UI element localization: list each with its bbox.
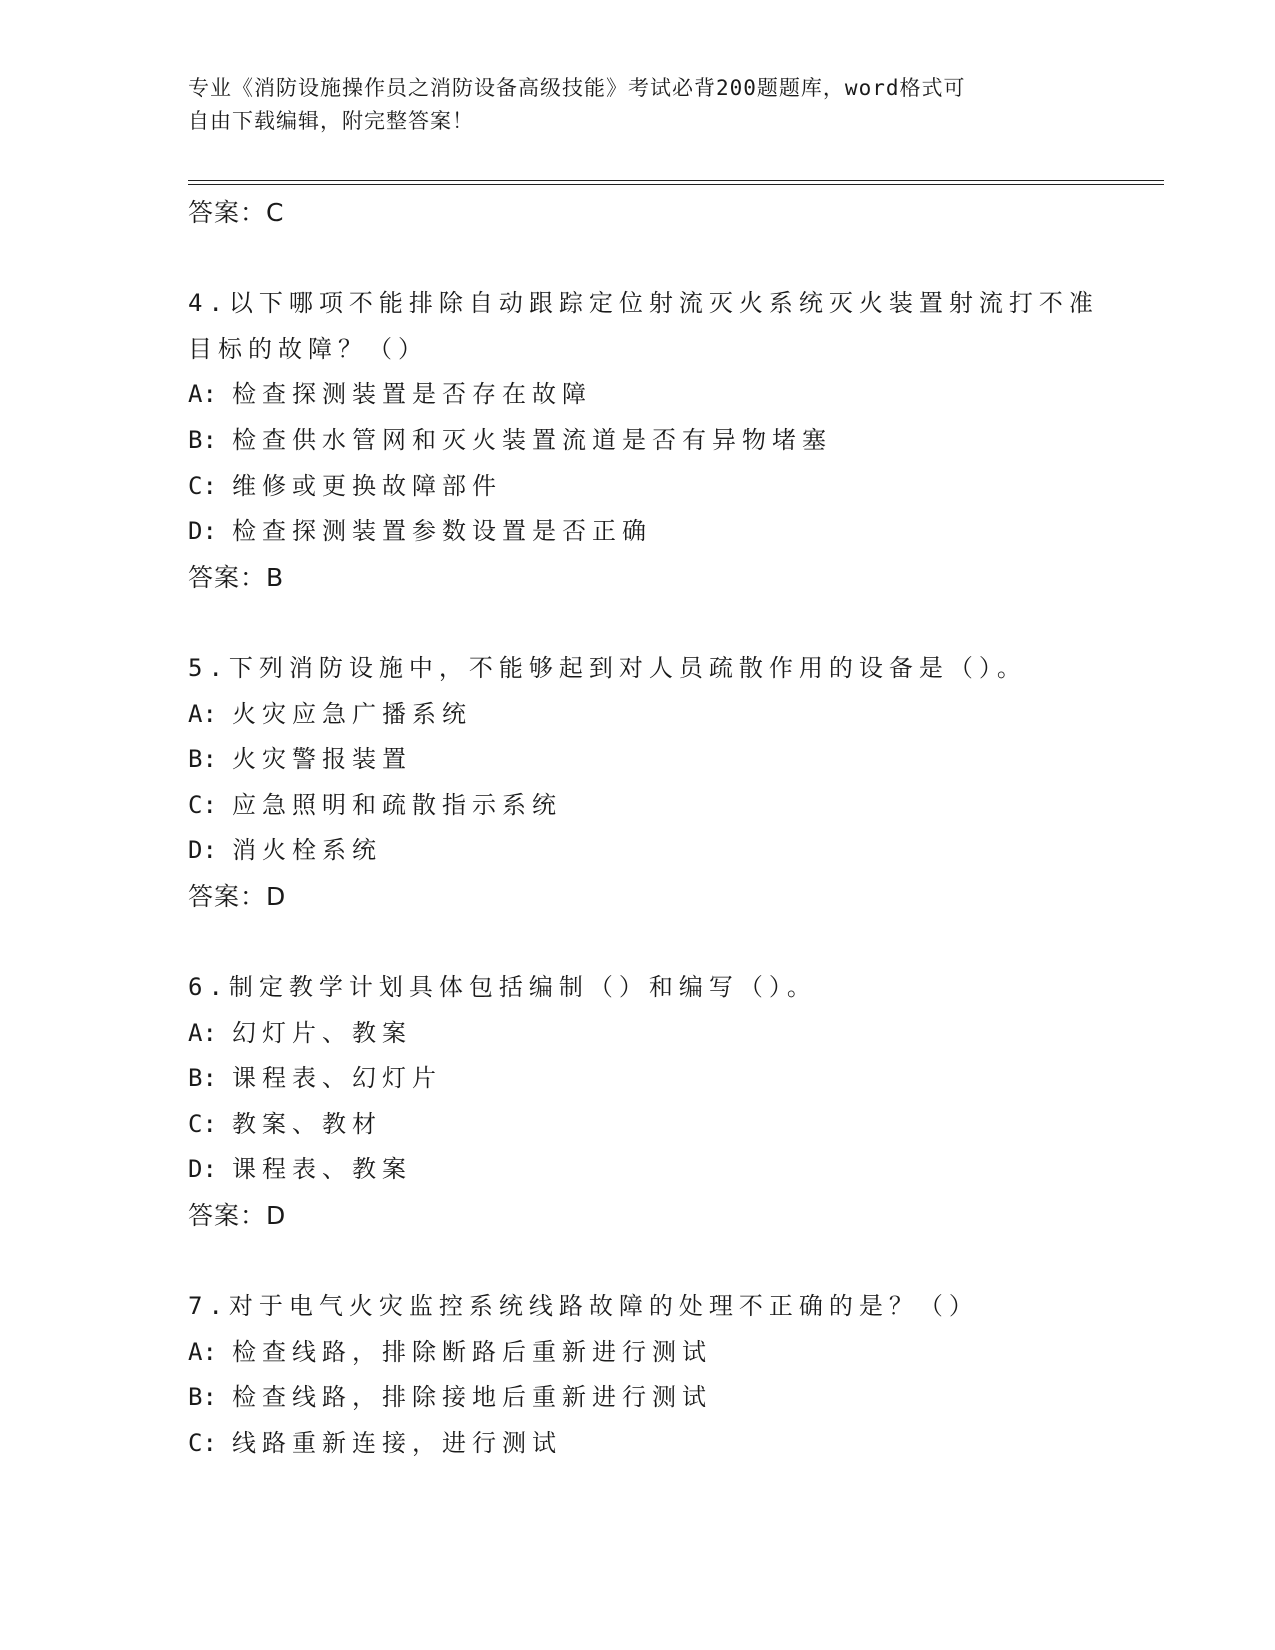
option-text: 火灾应急广播系统: [232, 699, 472, 728]
option-c: [188, 1421, 1088, 1467]
answer-line: [188, 555, 1088, 601]
answer-value: D: [266, 1201, 287, 1231]
option-key: A:: [188, 1337, 217, 1366]
option-key: B:: [188, 745, 217, 774]
option-key: D:: [188, 836, 217, 865]
option-b: [188, 1056, 1088, 1102]
answer-label: 答案：: [188, 198, 267, 227]
option-text: 课程表、教案: [232, 1155, 412, 1184]
option-text: 课程表、幻灯片: [232, 1064, 442, 1093]
answer-value: B: [266, 562, 285, 592]
question-item: [188, 646, 1088, 920]
option-b: [188, 1375, 1088, 1421]
question-item: [188, 281, 1099, 600]
option-text: 检查探测装置是否存在故障: [232, 380, 592, 409]
option-key: C:: [188, 790, 217, 819]
option-a: [188, 1330, 1088, 1376]
option-a: [188, 372, 1088, 418]
option-key: A:: [188, 699, 217, 728]
answer-line: [188, 1193, 1088, 1239]
option-key: D:: [188, 517, 217, 546]
option-d: [188, 509, 1088, 555]
option-b: [188, 737, 1088, 783]
question-stem: 4.以下哪项不能排除自动跟踪定位射流灭火系统灭火装置射流打不准: [188, 289, 1099, 318]
option-c: [188, 464, 1088, 510]
answer-line: [188, 874, 1088, 920]
option-text: 检查供水管网和灭火装置流道是否有异物堵塞: [232, 425, 832, 454]
question-stem: 6.制定教学计划具体包括编制（）和编写（）。: [188, 973, 817, 1002]
question-list: [188, 190, 1099, 1467]
option-d: [188, 1147, 1088, 1193]
answer-label: 答案：: [188, 1201, 267, 1231]
question-item: [188, 1284, 1088, 1466]
header-line-1: 专业《消防设施操作员之消防设备高级技能》考试必背200题题库，word格式可: [188, 76, 966, 100]
option-c: [188, 1102, 1088, 1148]
option-key: B:: [188, 425, 217, 454]
option-key: D:: [188, 1155, 217, 1184]
answer-line: [188, 190, 1088, 236]
option-text: 维修或更换故障部件: [232, 471, 502, 500]
question-stem-continued: 目标的故障？（）: [188, 334, 428, 363]
option-key: A:: [188, 380, 217, 409]
option-key: C:: [188, 1109, 217, 1138]
option-text: 检查探测装置参数设置是否正确: [232, 517, 652, 546]
option-key: B:: [188, 1064, 217, 1093]
option-key: A:: [188, 1018, 217, 1047]
option-key: C:: [188, 1429, 217, 1458]
option-text: 线路重新连接，进行测试: [232, 1429, 562, 1458]
question-stem: 5.下列消防设施中，不能够起到对人员疏散作用的设备是（）。: [188, 653, 1027, 682]
question-item: [188, 965, 1088, 1239]
question-stem: 7.对于电气火灾监控系统线路故障的处理不正确的是？（）: [188, 1292, 979, 1321]
option-text: 教案、教材: [232, 1109, 382, 1138]
option-c: [188, 783, 1088, 829]
answer-value: C: [266, 198, 285, 227]
option-d: [188, 828, 1088, 874]
answer-label: 答案：: [188, 562, 267, 592]
option-text: 检查线路，排除接地后重新进行测试: [232, 1383, 712, 1412]
option-text: 消火栓系统: [232, 836, 382, 865]
option-text: 检查线路，排除断路后重新进行测试: [232, 1337, 712, 1366]
option-text: 应急照明和疏散指示系统: [232, 790, 562, 819]
answer-label: 答案：: [188, 881, 267, 911]
document-header: [188, 72, 1088, 138]
option-b: [188, 418, 1088, 464]
option-text: 火灾警报装置: [232, 745, 412, 774]
option-key: B:: [188, 1383, 217, 1412]
answer-value: D: [266, 881, 287, 911]
option-key: C:: [188, 471, 217, 500]
option-text: 幻灯片、教案: [232, 1018, 412, 1047]
option-a: [188, 1011, 1088, 1057]
header-line-2: 自由下载编辑，附完整答案！: [188, 109, 474, 133]
option-a: [188, 692, 1088, 738]
header-divider: [188, 180, 1164, 185]
